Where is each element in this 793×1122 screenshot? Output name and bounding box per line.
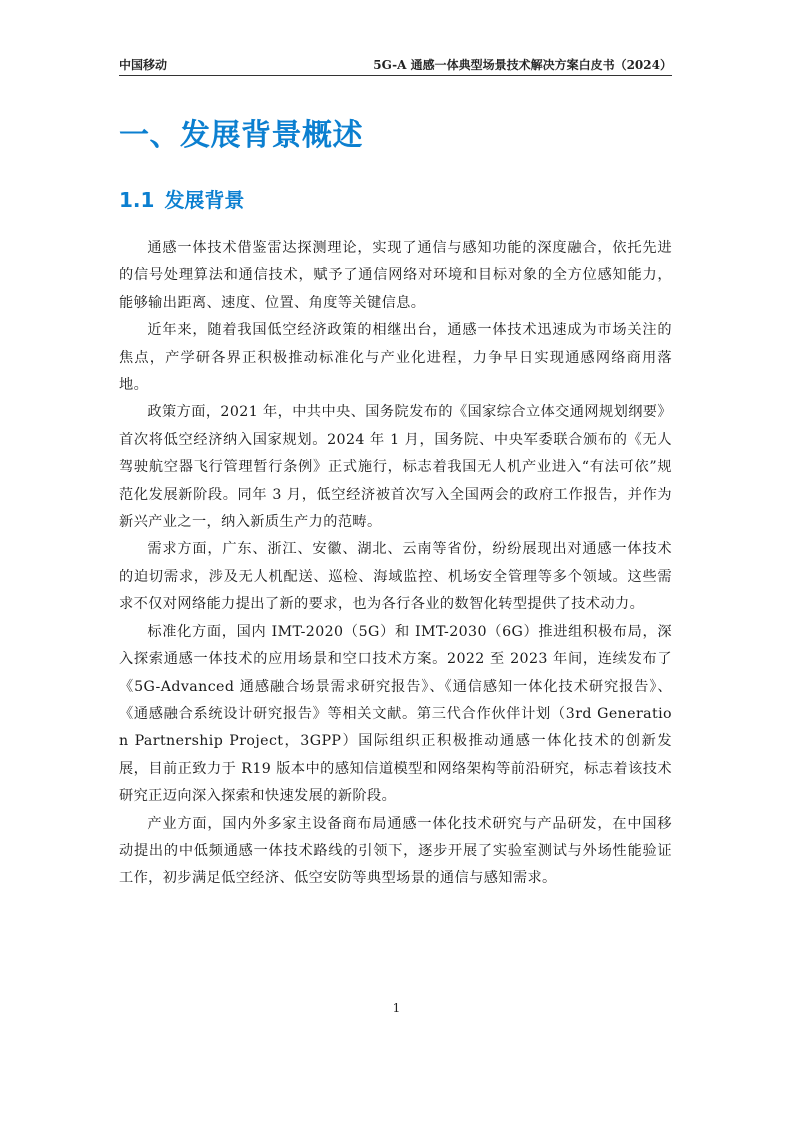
paragraph: 近年来，随着我国低空经济政策的相继出台，通感一体技术迅速成为市场关注的焦点，产学研各界正积极推动标准化与产业化进程，力争早日实现通感网络商用落地。 (119, 322, 672, 394)
header-org-name: 中国移动 (119, 58, 168, 72)
paragraph: 需求方面，广东、浙江、安徽、湖北、云南等省份，纷纷展现出对通感一体技术的迫切需求，涉及无人机配送、巡检、海域监控、机场安全管理等多个领域。这些需求不仅对网络能力提出了新的要求，也为各行各业的数智化转型提供了技术动力。 (119, 541, 672, 613)
body-text (119, 235, 672, 893)
section-title-text: 发展背景 (164, 188, 245, 212)
chapter-title: 一、发展背景概述 (119, 118, 363, 153)
paragraph: 标准化方面，国内 IMT-2020（5G）和 IMT-2030（6G）推进组积极布局，深入探索通感一体技术的应用场景和空口技术方案。2022 至 2023 年间，连续发布了《5G-Advanced 通感融合场景需求研究报告》、《通信感知一体化技术研究报告》、《通感融合系统设计研究报告》等相关文献。第三代合作伙伴计划（3rd Generation Partnership Project，3GPP）国际组织正积极推动通感一体化技术的创新发展，目前正致力于 R19 版本中的感知信道模型和网络架构等前沿研究，标志着该技术研究正迈向深入探索和快速发展的新阶段。 (119, 623, 672, 805)
paragraph: 政策方面，2021 年，中共中央、国务院发布的《国家综合立体交通网规划纲要》首次将低空经济纳入国家规划。2024 年 1 月，国务院、中央军委联合颁布的《无人驾驶航空器飞行管理暂行条例》正式施行，标志着我国无人机产业进入“有法可依”规范化发展新阶段。同年 3 月，低空经济被首次写入全国两会的政府工作报告，并作为新兴产业之一，纳入新质生产力的范畴。 (119, 404, 672, 531)
paragraph: 产业方面，国内外多家主设备商布局通感一体化技术研究与产品研发，在中国移动提出的中低频通感一体技术路线的引领下，逐步开展了实验室测试与外场性能验证工作，初步满足低空经济、低空安防等典型场景的通信与感知需求。 (119, 815, 672, 887)
paragraph: 通感一体技术借鉴雷达探测理论，实现了通信与感知功能的深度融合，依托先进的信号处理算法和通信技术，赋予了通信网络对环境和目标对象的全方位感知能力，能够输出距离、速度、位置、角度等关键信息。 (119, 240, 672, 311)
page-number: 1 (392, 1001, 401, 1015)
header-document-title: 5G-A 通感一体典型场景技术解决方案白皮书（2024） (373, 58, 672, 72)
header-divider (119, 75, 672, 76)
section-title (119, 184, 244, 213)
page-header (119, 56, 672, 74)
section-number: 1.1 (119, 188, 155, 212)
